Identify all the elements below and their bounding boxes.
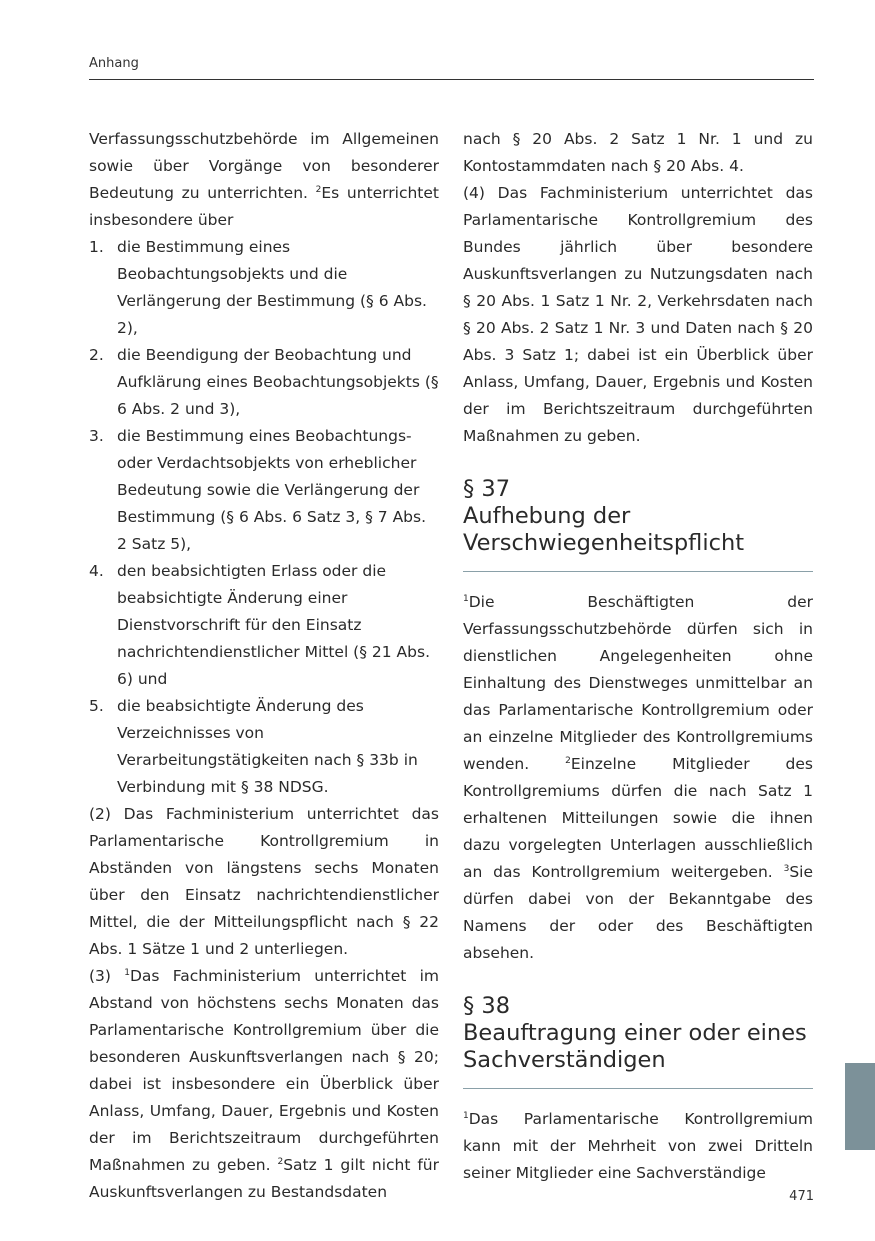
section-37-heading <box>463 476 813 557</box>
sentence-marker: 2 <box>565 756 571 766</box>
list-item-number: 3. <box>89 427 104 445</box>
section-37-body <box>463 589 813 967</box>
continuation-paragraph: nach § 20 Abs. 2 Satz 1 Nr. 1 und zu Kontostammdaten nach § 20 Abs. 4. <box>463 130 813 175</box>
paragraph-3-prefix: (3) <box>89 967 111 985</box>
section-38-number: § 38 <box>463 993 511 1019</box>
left-column <box>89 126 439 1206</box>
section-37-text-c: Sie dürfen dabei von der Bekanntgabe des Namens der oder des Beschäftigten absehen. <box>463 863 813 962</box>
list-item <box>89 234 439 342</box>
section-37-divider <box>463 571 813 572</box>
right-column <box>463 126 813 1187</box>
enumeration-list <box>89 234 439 801</box>
header-divider <box>89 79 814 80</box>
section-38-text-a: Das Parlamentarische Kontrollgremium kann mit der Mehrheit von zwei Dritteln seiner Mitglieder eine Sachverständige <box>463 1110 813 1182</box>
list-item-text: die beabsichtigte Änderung des Verzeichnisses von Verarbeitungstätigkeiten nach § 33b in Verbindung mit § 38 NDSG. <box>117 697 418 796</box>
sentence-marker: 2 <box>315 185 322 195</box>
sentence-marker: 1 <box>463 1111 469 1121</box>
section-37-title: Aufhebung der Verschwiegenheitspflicht <box>463 503 745 556</box>
list-item-number: 2. <box>89 346 104 364</box>
list-item-text: die Bestimmung eines Beobachtungsobjekts und die Verlängerung der Bestimmung (§ 6 Abs. 2), <box>117 238 427 337</box>
running-header: Anhang <box>89 56 139 71</box>
section-37-text-b: Einzelne Mitglieder des Kontrollgremiums dürfen die nach Satz 1 erhaltenen Mitteilungen sowie die ihnen dazu vorgelegten Unterlagen ausschließlich an das Kontrollgremium weitergeben. <box>463 755 813 881</box>
thumb-index-tab <box>845 1063 875 1150</box>
section-38-title: Beauftragung einer oder eines Sachverständigen <box>463 1020 807 1073</box>
section-37-number: § 37 <box>463 476 511 502</box>
page-number: 471 <box>789 1189 814 1204</box>
intro-paragraph <box>89 126 439 234</box>
sentence-marker: 1 <box>463 594 469 604</box>
sentence-marker: 3 <box>783 864 790 874</box>
paragraph-2: (2) Das Fachministerium unterrichtet das Parlamentarische Kontrollgremium in Abständen von längstens sechs Monaten über den Einsatz nachrichtendienstlicher Mittel, die der Mitteilungspflicht nach § 22 Abs. 1 Sätze 1 und 2 unterliegen. <box>89 805 439 958</box>
list-item-number: 1. <box>89 238 104 256</box>
paragraph-4: (4) Das Fachministerium unterrichtet das Parlamentarische Kontrollgremium des Bundes jährlich über besondere Auskunftsverlangen zu Nutzungsdaten nach § 20 Abs. 1 Satz 1 Nr. 2, Verkehrsdaten nach § 20 Abs. 2 Satz 1 Nr. 3 und Daten nach § 20 Abs. 3 Satz 1; dabei ist ein Überblick über Anlass, Umfang, Dauer, Ergebnis und Kosten der im Berichtszeitraum durchgeführten Maßnahmen zu geben. <box>463 184 813 445</box>
section-38-heading <box>463 993 813 1074</box>
list-item-text: die Bestimmung eines Beobachtungs- oder Verdachtsobjekts von erheblicher Bedeutung sowie die Verlängerung der Bestimmung (§ 6 Abs. 6 Satz 3, § 7 Abs. 2 Satz 5), <box>117 427 427 553</box>
paragraph-3-text-a: Das Fachministerium unterrichtet im Abstand von höchstens sechs Monaten das Parlamentarische Kontrollgremium über die besonderen Auskunftsverlangen nach § 20; dabei ist insbesondere ein Überblick über Anlass, Umfang, Dauer, Ergebnis und Kosten der im Berichtszeitraum durchgeführten Maßnahmen zu geben. <box>89 967 440 1174</box>
section-37-text-a: Die Beschäftigten der Verfassungsschutzbehörde dürfen sich in dienstlichen Angelegenheiten ohne Einhaltung des Dienstweges unmittelbar an das Parlamentarische Kontrollgremium oder an einzelne Mitglieder des Kontrollgremiums wenden. <box>463 593 813 773</box>
list-item <box>89 423 439 558</box>
list-item <box>89 693 439 801</box>
list-item <box>89 558 439 693</box>
sentence-marker: 2 <box>277 1157 284 1167</box>
list-item-number: 4. <box>89 562 104 580</box>
intro-rest-text: Es unterrichtet insbesondere über <box>89 184 440 229</box>
sentence-marker: 1 <box>124 968 130 978</box>
paragraph-3-text-b: Satz 1 gilt nicht für Auskunftsverlangen zu Bestandsdaten <box>89 1156 439 1201</box>
section-38-divider <box>463 1088 813 1089</box>
paragraph-3 <box>89 963 439 1206</box>
section-38-body <box>463 1106 813 1187</box>
intro-text: Verfassungsschutzbehörde im Allgemeinen sowie über Vorgänge von besonderer Bedeutung zu unterrichten. <box>89 130 439 202</box>
list-item-text: den beabsichtigten Erlass oder die beabsichtigte Änderung einer Dienstvorschrift für den Einsatz nachrichtendienstlicher Mittel (§ 21 Abs. 6) und <box>117 562 431 688</box>
list-item-number: 5. <box>89 697 104 715</box>
list-item <box>89 342 439 423</box>
list-item-text: die Beendigung der Beobachtung und Aufklärung eines Beobachtungsobjekts (§ 6 Abs. 2 und 3), <box>117 346 439 418</box>
